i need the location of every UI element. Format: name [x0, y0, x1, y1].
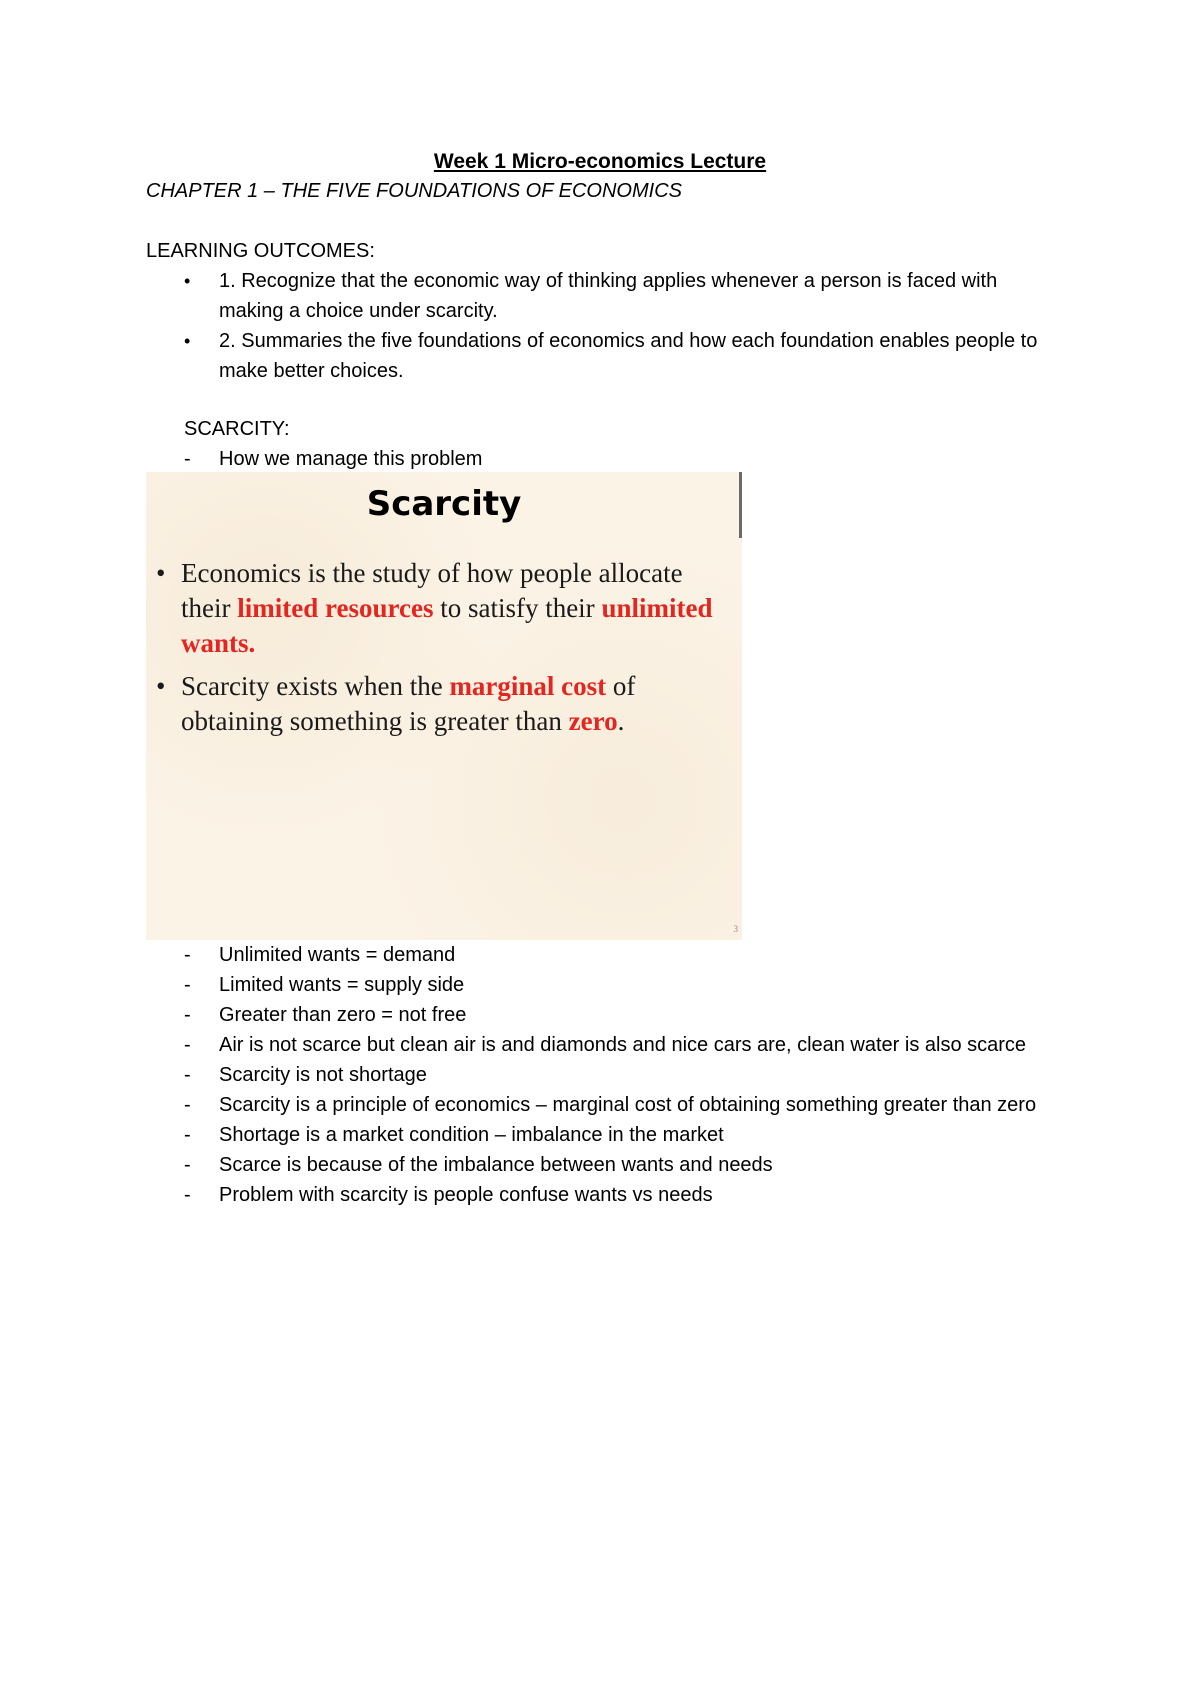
note-text: Scarce is because of the imbalance between wants and needs: [219, 1154, 773, 1176]
learning-outcome-text: 1. Recognize that the economic way of thinking applies whenever a person is faced with making a choice under scarcity.: [219, 270, 998, 322]
dash-icon: -: [184, 1184, 191, 1206]
slide-point: [146, 556, 742, 661]
note-text: How we manage this problem: [219, 448, 483, 470]
slide-point: [146, 669, 742, 739]
chapter-heading: CHAPTER 1 – THE FIVE FOUNDATIONS OF ECONOMICS: [146, 180, 682, 202]
dash-icon: -: [184, 944, 191, 966]
bullet-icon: •: [184, 271, 191, 291]
dash-icon: -: [184, 1154, 191, 1176]
slide-text: .: [617, 706, 625, 736]
list-item: [0, 970, 1200, 1000]
document-title: Week 1 Micro-economics Lecture: [433, 150, 767, 173]
slide-highlight: marginal cost: [449, 671, 607, 701]
slide-points: [146, 556, 742, 747]
list-item: [0, 1060, 1200, 1090]
note-text: Scarcity is a principle of economics – marginal cost of obtaining something greater than zero: [219, 1094, 1037, 1116]
list-item: [0, 940, 1200, 970]
learning-outcomes-list: [0, 266, 1200, 386]
list-item: [0, 1030, 1200, 1060]
list-item: [0, 326, 1200, 386]
slide-highlight: limited resources: [237, 593, 434, 623]
list-item: [0, 1120, 1200, 1150]
note-text: Shortage is a market condition – imbalance in the market: [219, 1124, 724, 1146]
notes-list-after-slide: [0, 940, 1200, 1210]
dash-icon: -: [184, 1094, 191, 1116]
dash-icon: -: [184, 448, 191, 470]
list-item: [0, 1180, 1200, 1210]
bullet-icon: •: [156, 558, 166, 588]
slide-highlight: unlimited wants.: [181, 593, 713, 658]
dash-icon: -: [184, 974, 191, 996]
bullet-icon: •: [184, 331, 191, 351]
dash-icon: -: [184, 1064, 191, 1086]
dash-icon: -: [184, 1004, 191, 1026]
notes-list-before-slide: [0, 444, 1200, 474]
list-item: [0, 1000, 1200, 1030]
list-item: [0, 266, 1200, 326]
bullet-icon: •: [156, 671, 166, 701]
slide-page-number: 3: [733, 924, 738, 934]
note-text: Problem with scarcity is people confuse wants vs needs: [219, 1184, 713, 1206]
dash-icon: -: [184, 1124, 191, 1146]
learning-outcomes-heading: LEARNING OUTCOMES:: [146, 240, 375, 262]
slide-text: Economics is the study of how people allocate their: [181, 558, 683, 623]
slide-text: Scarcity exists when the: [181, 671, 450, 701]
note-text: Scarcity is not shortage: [219, 1064, 427, 1086]
list-item: [0, 1090, 1200, 1120]
scarcity-slide-image: [146, 472, 742, 940]
note-text: Unlimited wants = demand: [219, 944, 456, 966]
slide-text: of obtaining something is greater than: [181, 671, 636, 736]
list-item: [0, 444, 1200, 474]
note-text: Air is not scarce but clean air is and diamonds and nice cars are, clean water is also scarce: [219, 1034, 1027, 1056]
slide-text: to satisfy their: [433, 593, 602, 623]
slide-highlight: zero: [568, 706, 618, 736]
learning-outcome-text: 2. Summaries the five foundations of economics and how each foundation enables people to make better choices.: [219, 330, 1038, 382]
slide-title: Scarcity: [366, 484, 522, 524]
scarcity-heading: SCARCITY:: [184, 418, 290, 440]
list-item: [0, 1150, 1200, 1180]
note-text: Limited wants = supply side: [219, 974, 465, 996]
note-text: Greater than zero = not free: [219, 1004, 467, 1026]
dash-icon: -: [184, 1034, 191, 1056]
